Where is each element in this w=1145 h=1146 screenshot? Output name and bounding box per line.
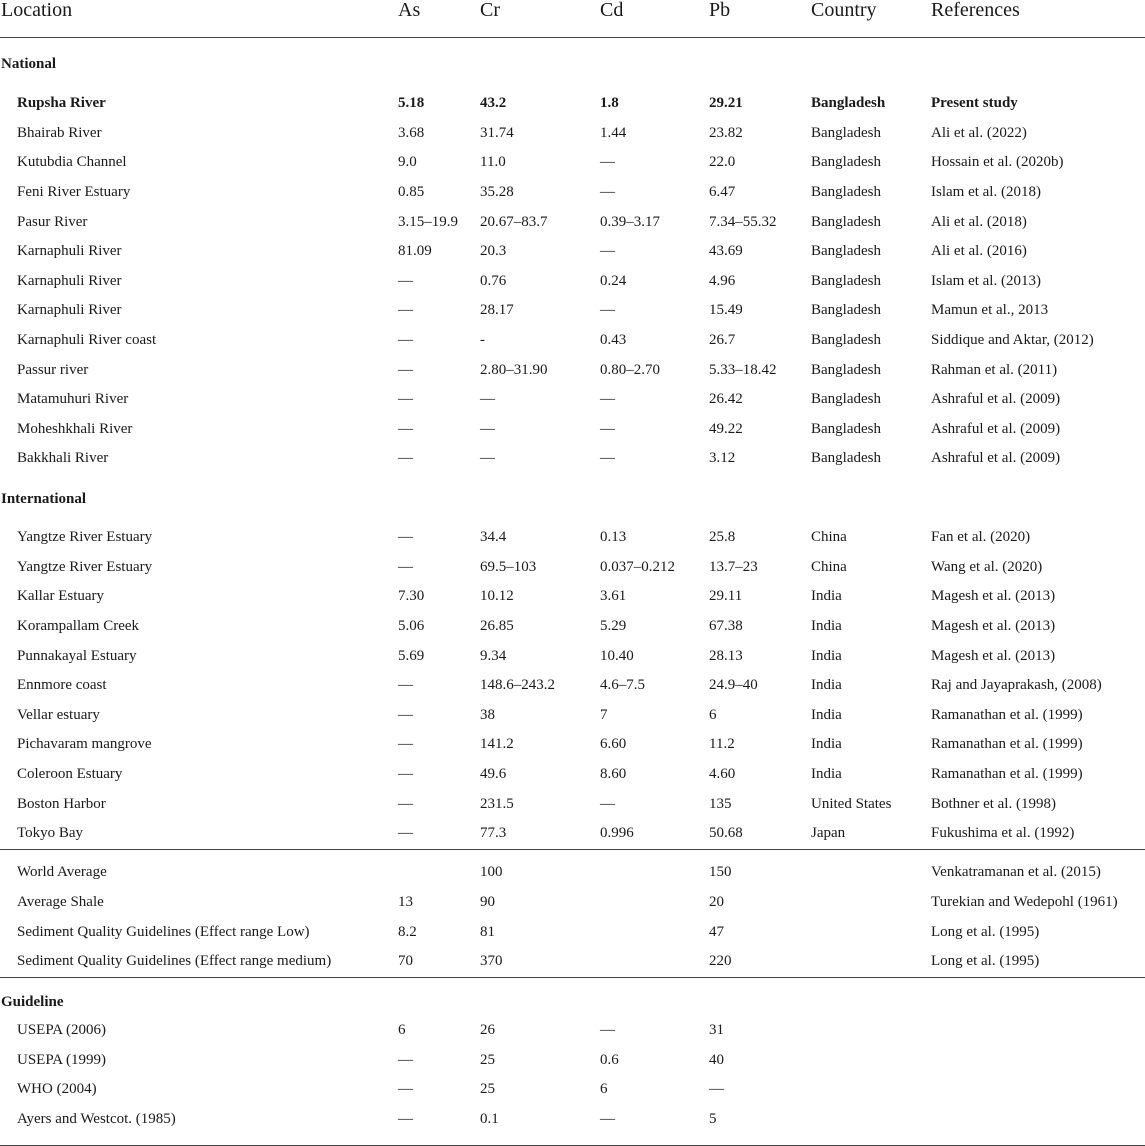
table-row — [0, 208, 1145, 238]
cell-cd: — — [600, 391, 615, 408]
table-row — [0, 385, 1145, 415]
cell-country: Bangladesh — [811, 361, 881, 378]
cell-as: — — [398, 825, 413, 842]
cell-as: — — [398, 558, 413, 575]
cell-cd: 0.13 — [600, 529, 627, 546]
cell-cr: 0.76 — [480, 272, 507, 289]
cell-location: Rupsha River — [17, 95, 106, 112]
cell-references: Siddique and Aktar, (2012) — [931, 332, 1094, 348]
header-as: As — [398, 0, 421, 21]
cell-pb: 24.9–40 — [709, 677, 758, 694]
cell-references: Magesh et al. (2013) — [931, 647, 1056, 664]
cell-country: Bangladesh — [811, 154, 881, 171]
cell-location: Bakkhali River — [17, 450, 109, 467]
table-row — [0, 701, 1145, 731]
cell-cr: 141.2 — [480, 736, 514, 753]
cell-as: — — [398, 420, 413, 437]
cell-cr: 69.5–103 — [480, 558, 537, 575]
cell-cr: — — [480, 420, 495, 437]
cell-as: — — [398, 766, 413, 782]
table-row — [0, 858, 1145, 888]
header-location: Location — [1, 0, 73, 21]
header-pb: Pb — [709, 0, 731, 21]
cell-cr: 81 — [480, 923, 495, 940]
cell-country: India — [811, 736, 842, 753]
cell-pb: 150 — [709, 864, 732, 881]
cell-cr: 38 — [480, 706, 495, 723]
cell-references: Bothner et al. (1998) — [931, 795, 1056, 812]
cell-location: USEPA (1999) — [17, 1051, 107, 1068]
cell-cr: 0.1 — [480, 1111, 499, 1127]
cell-location: Passur river — [17, 361, 89, 378]
cell-location: Boston Harbor — [17, 795, 106, 812]
cell-cr: 20.67–83.7 — [480, 213, 548, 230]
table-row — [0, 119, 1145, 149]
cell-references: Long et al. (1995) — [931, 923, 1040, 940]
cell-location: Bhairab River — [17, 124, 102, 141]
cell-location: Yangtze River Estuary — [17, 529, 153, 546]
cell-cr: — — [480, 450, 495, 467]
cell-references: Ashraful et al. (2009) — [931, 450, 1061, 467]
table-row — [0, 89, 1145, 119]
cell-references: Mamun et al., 2013 — [931, 302, 1049, 319]
cell-country: Bangladesh — [811, 124, 881, 141]
table-row — [0, 178, 1145, 208]
cell-country: Bangladesh — [811, 450, 881, 467]
cell-references: Ramanathan et al. (1999) — [931, 766, 1083, 782]
table-row — [0, 671, 1145, 701]
cell-as: 3.15–19.9 — [398, 213, 458, 230]
cell-cr: 26.85 — [480, 618, 514, 634]
cell-cd: 4.6–7.5 — [600, 677, 645, 694]
cell-references: Ramanathan et al. (1999) — [931, 706, 1083, 723]
cell-country: Bangladesh — [811, 332, 881, 348]
cell-as: 9.0 — [398, 154, 417, 171]
cell-as: 7.30 — [398, 588, 425, 605]
cell-location: Coleroon Estuary — [17, 766, 123, 782]
cell-as: — — [398, 1111, 413, 1127]
cell-cr: 43.2 — [480, 95, 507, 112]
cell-cr: 25 — [480, 1081, 495, 1098]
cell-cr: 35.28 — [480, 184, 514, 200]
cell-pb: 20 — [709, 893, 724, 910]
cell-as: 8.2 — [398, 923, 417, 940]
cell-pb: 40 — [709, 1051, 724, 1068]
cell-as: — — [398, 1081, 413, 1098]
cell-location: Karnaphuli River — [17, 302, 122, 319]
cell-country: Bangladesh — [811, 243, 881, 260]
cell-cd: — — [600, 450, 615, 467]
cell-cd: 1.8 — [600, 95, 619, 112]
cell-references: Ali et al. (2016) — [931, 243, 1027, 260]
cell-pb: 23.82 — [709, 124, 743, 141]
cell-as: — — [398, 332, 413, 348]
cell-location: Average Shale — [17, 893, 104, 910]
cell-references: Present study — [931, 95, 1018, 112]
table-row — [0, 1046, 1145, 1076]
cell-cr: 148.6–243.2 — [480, 677, 555, 694]
table-row — [0, 415, 1145, 445]
cell-cd: 0.996 — [600, 825, 634, 842]
cell-location: Ennmore coast — [17, 677, 107, 694]
cell-pb: 4.96 — [709, 272, 736, 289]
cell-pb: 50.68 — [709, 825, 743, 842]
cell-cr: 231.5 — [480, 795, 514, 812]
cell-cd: 10.40 — [600, 647, 634, 664]
cell-cr: 34.4 — [480, 529, 507, 546]
cell-location: Tokyo Bay — [17, 825, 84, 842]
cell-cd: 7 — [600, 706, 608, 723]
cell-cd: 0.037–0.212 — [600, 558, 675, 575]
cell-cr: 10.12 — [480, 588, 514, 605]
cell-references: Ali et al. (2018) — [931, 213, 1027, 230]
cell-as: — — [398, 529, 413, 546]
cell-pb: 22.0 — [709, 154, 736, 171]
cell-references: Hossain et al. (2020b) — [931, 154, 1064, 171]
cell-as: — — [398, 391, 413, 408]
cell-cd: 6 — [600, 1081, 608, 1098]
section-title-international: International — [1, 491, 87, 507]
cell-country: Bangladesh — [811, 272, 881, 289]
cell-as: — — [398, 1051, 413, 1068]
table-row — [0, 760, 1145, 790]
cell-location: Karnaphuli River coast — [17, 332, 157, 348]
cell-country: Bangladesh — [811, 213, 881, 230]
cell-location: Matamuhuri River — [17, 391, 129, 408]
cell-cd: — — [600, 1111, 615, 1127]
cell-cd: 3.61 — [600, 588, 627, 605]
cell-location: Kutubdia Channel — [17, 154, 127, 171]
cell-as: — — [398, 272, 413, 289]
cell-location: Korampallam Creek — [17, 618, 140, 634]
table-row — [0, 819, 1145, 849]
cell-cd: 5.29 — [600, 618, 627, 634]
cell-country: India — [811, 647, 842, 664]
cell-cd: 0.6 — [600, 1051, 619, 1068]
cell-country: China — [811, 529, 847, 546]
cell-as: — — [398, 677, 413, 694]
cell-references: Magesh et al. (2013) — [931, 618, 1056, 634]
cell-as: — — [398, 736, 413, 753]
header-rule — [0, 37, 1145, 38]
table-row — [0, 444, 1145, 474]
table-row — [0, 1105, 1145, 1135]
cell-country: India — [811, 706, 842, 723]
cell-cr: 49.6 — [480, 766, 507, 782]
cell-location: Punnakayal Estuary — [17, 647, 137, 664]
table-row — [0, 237, 1145, 267]
cell-pb: 220 — [709, 953, 732, 970]
cell-cr: 25 — [480, 1051, 495, 1068]
cell-cr: 26 — [480, 1022, 495, 1039]
cell-location: Yangtze River Estuary — [17, 558, 153, 575]
header-cd: Cd — [600, 0, 624, 21]
table-row — [0, 267, 1145, 297]
cell-location: Pasur River — [17, 213, 88, 230]
cell-references: Fukushima et al. (1992) — [931, 825, 1075, 842]
cell-location: Vellar estuary — [17, 706, 100, 723]
cell-location: Karnaphuli River — [17, 272, 122, 289]
table-row — [0, 1075, 1145, 1105]
cell-as: — — [398, 361, 413, 378]
cell-country: China — [811, 558, 847, 575]
cell-pb: — — [709, 1081, 724, 1098]
cell-cr: 20.3 — [480, 243, 507, 260]
cell-references: Long et al. (1995) — [931, 953, 1040, 970]
table-row — [0, 553, 1145, 583]
cell-country: Bangladesh — [811, 420, 881, 437]
cell-as: 70 — [398, 953, 413, 970]
cell-pb: 7.34–55.32 — [709, 213, 777, 230]
cell-cd: — — [600, 184, 615, 200]
cell-country: India — [811, 588, 842, 605]
table-row — [0, 148, 1145, 178]
header-country: Country — [811, 0, 877, 21]
cell-location: Kallar Estuary — [17, 588, 105, 605]
cell-pb: 135 — [709, 795, 732, 812]
cell-as: 81.09 — [398, 243, 432, 260]
cell-pb: 29.21 — [709, 95, 743, 112]
cell-references: Wang et al. (2020) — [931, 558, 1043, 575]
table-row — [0, 888, 1145, 918]
cell-cr: 28.17 — [480, 302, 514, 319]
cell-references: Ali et al. (2022) — [931, 124, 1027, 141]
cell-pb: 11.2 — [709, 736, 735, 753]
cell-cr: 31.74 — [480, 124, 514, 141]
cell-as: — — [398, 795, 413, 812]
cell-country: Japan — [811, 825, 846, 842]
table-row — [0, 356, 1145, 386]
cell-as: — — [398, 706, 413, 723]
cell-references: Venkatramanan et al. (2015) — [931, 864, 1101, 881]
cell-pb: 47 — [709, 923, 724, 940]
cell-pb: 5.33–18.42 — [709, 361, 777, 378]
cell-location: Pichavaram mangrove — [17, 736, 152, 753]
cell-country: Bangladesh — [811, 391, 881, 408]
cell-as: 5.69 — [398, 647, 425, 664]
cell-country: India — [811, 618, 842, 634]
cell-pb: 26.42 — [709, 391, 743, 408]
cell-cr: — — [480, 391, 495, 408]
table-row — [0, 582, 1145, 612]
section-title-national: National — [1, 56, 57, 72]
cell-cd: — — [600, 154, 615, 171]
cell-as: — — [398, 302, 413, 319]
cell-pb: 28.13 — [709, 647, 743, 664]
table-row — [0, 642, 1145, 672]
cell-cr: 2.80–31.90 — [480, 361, 548, 378]
cell-cd: 0.24 — [600, 272, 627, 289]
cell-pb: 3.12 — [709, 450, 736, 467]
cell-cd: — — [600, 1022, 615, 1039]
cell-country: United States — [811, 795, 892, 812]
cell-location: Ayers and Westcot. (1985) — [17, 1111, 176, 1127]
cell-country: Bangladesh — [811, 184, 881, 200]
cell-pb: 67.38 — [709, 618, 743, 634]
cell-country: Bangladesh — [811, 95, 886, 112]
cell-pb: 15.49 — [709, 302, 743, 319]
cell-location: Moheshkhali River — [17, 420, 133, 437]
table-row — [0, 730, 1145, 760]
cell-cd: 0.39–3.17 — [600, 213, 660, 230]
cell-references: Ramanathan et al. (1999) — [931, 736, 1083, 753]
cell-cr: - — [480, 332, 485, 348]
cell-cr: 9.34 — [480, 647, 507, 664]
cell-references: Fan et al. (2020) — [931, 529, 1031, 546]
cell-location: Karnaphuli River — [17, 243, 122, 260]
cell-references: Islam et al. (2018) — [931, 184, 1041, 200]
cell-cd: 6.60 — [600, 736, 627, 753]
cell-cd: 0.43 — [600, 332, 627, 348]
cell-references: Ashraful et al. (2009) — [931, 391, 1061, 408]
cell-references: Magesh et al. (2013) — [931, 588, 1056, 605]
cell-cr: 100 — [480, 864, 503, 881]
table-row — [0, 296, 1145, 326]
cell-country: India — [811, 677, 842, 694]
table-row — [0, 523, 1145, 553]
cell-country: Bangladesh — [811, 302, 881, 319]
cell-cr: 90 — [480, 893, 495, 910]
cell-cr: 370 — [480, 953, 503, 970]
cell-cd: — — [600, 795, 615, 812]
cell-as: 0.85 — [398, 184, 425, 200]
cell-pb: 29.11 — [709, 588, 743, 605]
cell-cr: 11.0 — [480, 154, 506, 171]
header-references: References — [931, 0, 1020, 21]
cell-location: USEPA (2006) — [17, 1022, 107, 1039]
cell-pb: 6 — [709, 706, 717, 723]
table-row — [0, 326, 1145, 356]
cell-cd: 0.80–2.70 — [600, 361, 660, 378]
cell-location: WHO (2004) — [17, 1081, 97, 1098]
cell-as: — — [398, 450, 413, 467]
cell-cr: 77.3 — [480, 825, 507, 842]
cell-location: Feni River Estuary — [17, 184, 131, 200]
cell-references: Raj and Jayaprakash, (2008) — [931, 677, 1102, 694]
cell-cd: 1.44 — [600, 124, 627, 141]
cell-pb: 26.7 — [709, 332, 736, 348]
cell-pb: 43.69 — [709, 243, 743, 260]
table-row — [0, 947, 1145, 977]
cell-location: Sediment Quality Guidelines (Effect range medium) — [17, 953, 332, 970]
cell-cd: — — [600, 420, 615, 437]
cell-as: 6 — [398, 1022, 406, 1039]
cell-pb: 13.7–23 — [709, 558, 758, 575]
guideline-rule — [0, 977, 1145, 978]
cell-location: World Average — [17, 864, 107, 881]
header-cr: Cr — [480, 0, 500, 21]
table-row — [0, 918, 1145, 948]
cell-country: India — [811, 766, 842, 782]
cell-pb: 4.60 — [709, 766, 736, 782]
table-row — [0, 790, 1145, 820]
cell-cd: — — [600, 243, 615, 260]
cell-pb: 25.8 — [709, 529, 736, 546]
cell-references: Ashraful et al. (2009) — [931, 420, 1061, 437]
cell-references: Islam et al. (2013) — [931, 272, 1041, 289]
cell-pb: 5 — [709, 1111, 717, 1127]
cell-pb: 31 — [709, 1022, 724, 1039]
reference-rule — [0, 849, 1145, 850]
cell-as: 5.18 — [398, 95, 425, 112]
cell-cd: 8.60 — [600, 766, 627, 782]
cell-pb: 6.47 — [709, 184, 736, 200]
cell-references: Rahman et al. (2011) — [931, 361, 1058, 378]
cell-cd: — — [600, 302, 615, 319]
table-row — [0, 612, 1145, 642]
cell-as: 13 — [398, 893, 413, 910]
section-title-guideline: Guideline — [1, 994, 64, 1010]
table-header-row — [0, 0, 1145, 20]
cell-pb: 49.22 — [709, 420, 743, 437]
cell-location: Sediment Quality Guidelines (Effect range Low) — [17, 923, 310, 940]
cell-as: 3.68 — [398, 124, 425, 141]
table-row — [0, 1016, 1145, 1046]
cell-as: 5.06 — [398, 618, 425, 634]
cell-references: Turekian and Wedepohl (1961) — [931, 893, 1118, 910]
